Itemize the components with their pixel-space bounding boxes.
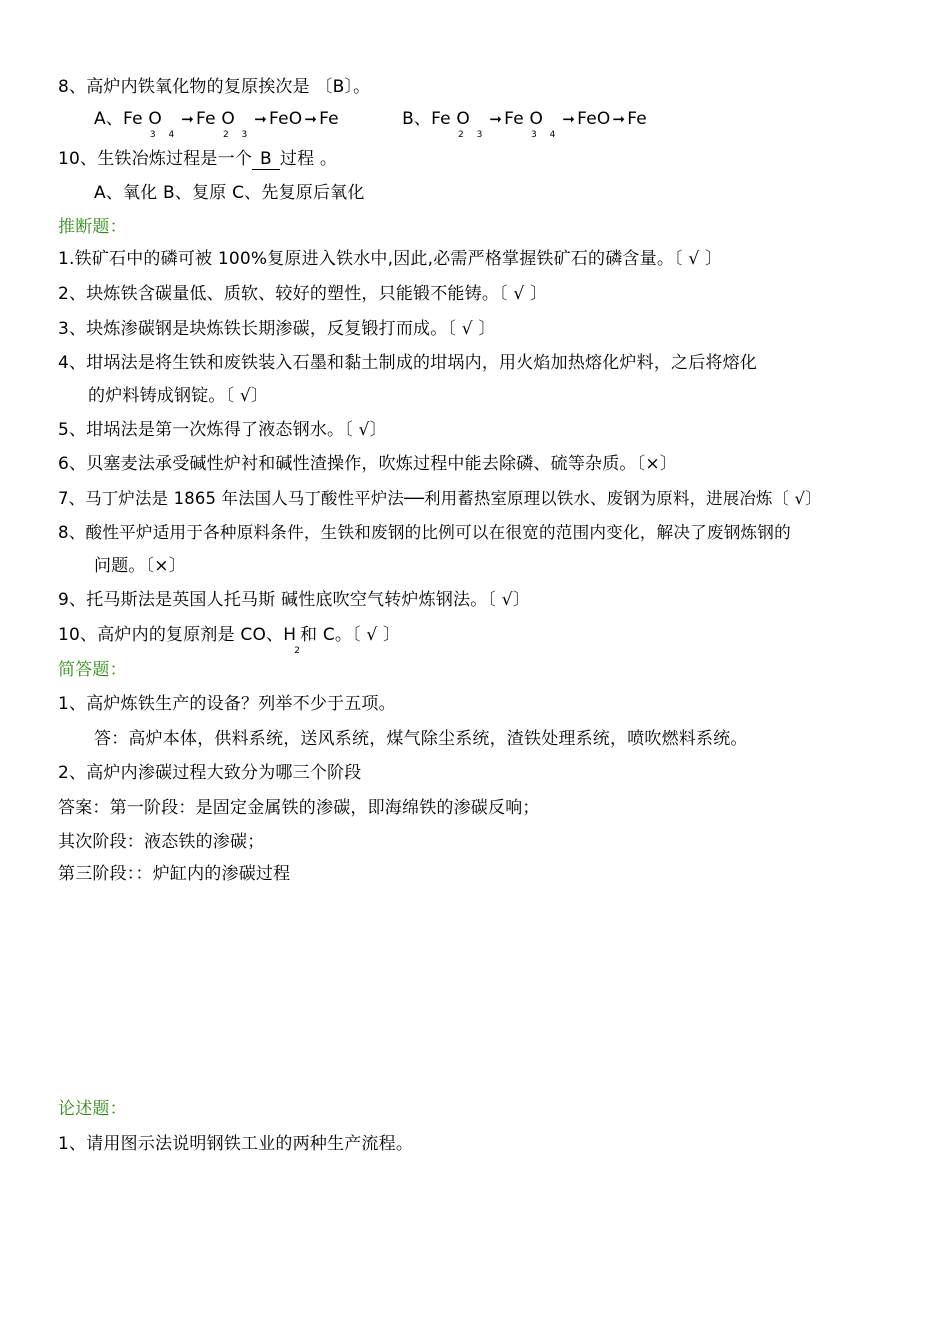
short-answer: 其次阶段：液态铁的渗碳； xyxy=(58,832,265,852)
option-b-mid: Fe O xyxy=(504,109,544,129)
option-a-label: A、Fe O xyxy=(94,109,162,129)
question-10-suffix: 过程 。 xyxy=(279,149,338,169)
arrow-icon: ➞ xyxy=(562,110,576,128)
judge-item-10 xyxy=(58,624,401,656)
option-a-tail: FeO xyxy=(269,109,303,129)
option-a-end: Fe xyxy=(319,109,339,129)
section-heading-essay: 论述题： xyxy=(58,1099,127,1119)
section-heading-short: 简答题： xyxy=(58,660,127,680)
judge-item: 2、块炼铁含碳量低、质软、较好的塑性，只能锻不能铸。〔 √ 〕 xyxy=(58,284,548,304)
option-b-label: B、Fe O xyxy=(402,109,471,129)
judge-item-continuation: 问题。〔×〕 xyxy=(94,556,186,576)
question-10-prefix: 10、生铁冶炼过程是一个 xyxy=(58,149,253,169)
judge-item: 3、块炼渗碳钢是块炼铁长期渗碳，反复锻打而成。〔 √ 〕 xyxy=(58,319,496,339)
option-b-tail: FeO xyxy=(577,109,611,129)
question-10 xyxy=(58,148,337,170)
option-b-subscript: 2 3 xyxy=(458,130,488,140)
short-question: 2、高炉内渗碳过程大致分为哪三个阶段 xyxy=(58,763,362,783)
short-answer: 答：高炉本体，供料系统，送风系统，煤气除尘系统，渣铁处理系统，喷吹燃料系统。 xyxy=(94,729,748,749)
short-question: 1、高炉炼铁生产的设备？列举不少于五项。 xyxy=(58,694,396,714)
judge-item: 1.铁矿石中的磷可被 100%复原进入铁水中,因此,必需严格掌握铁矿石的磷含量。〔 √ 〕 xyxy=(58,249,723,269)
arrow-icon: ➞ xyxy=(304,110,318,128)
arrow-icon: ➞ xyxy=(489,110,503,128)
judge-item: 6、贝塞麦法承受碱性炉衬和碱性渣操作，吹炼过程中能去除磷、硫等杂质。〔×〕 xyxy=(58,454,677,474)
judge-item: 5、坩埚法是第一次炼得了液态钢水。〔 √〕 xyxy=(58,420,387,440)
judge-item: 9、托马斯法是英国人托马斯 碱性底吹空气转炉炼钢法。〔 √〕 xyxy=(58,590,530,610)
judge-10-subscript: 2 xyxy=(294,646,301,656)
judge-item-continuation: 的炉料铸成钢锭。〔 √〕 xyxy=(88,386,269,406)
option-b-subscript-2: 3 4 xyxy=(531,130,561,140)
question-8-options xyxy=(94,108,647,140)
option-a-subscript-2: 2 3 xyxy=(222,130,253,140)
judge-item: 7、马丁炉法是 1865 年法国人马丁酸性平炉法──利用蓄热室原理以铁水、废钢为原料，进展冶炼〔 √〕 xyxy=(58,489,822,508)
option-a-subscript: 3 4 xyxy=(149,130,180,140)
option-a-mid: Fe O xyxy=(196,109,235,129)
arrow-icon: ➞ xyxy=(181,110,195,128)
essay-question: 1、请用图示法说明钢铁工业的两种生产流程。 xyxy=(58,1134,414,1154)
short-answer: 第三阶段：：炉缸内的渗碳过程 xyxy=(58,864,291,884)
question-10-options: A、氧化 B、复原 C、先复原后氧化 xyxy=(94,183,365,203)
short-answer: 答案：第一阶段：是固定金属铁的渗碳，即海绵铁的渗碳反响； xyxy=(58,798,540,818)
judge-10-prefix: 10、高炉内的复原剂是 CO、H xyxy=(58,625,297,645)
arrow-icon: ➞ xyxy=(612,110,626,128)
section-heading-judge: 推断题： xyxy=(58,217,127,237)
judge-item: 4、坩埚法是将生铁和废铁装入石墨和黏土制成的坩埚内，用火焰加热熔化炉料，之后将熔化 xyxy=(58,353,758,373)
judge-item: 8、酸性平炉适用于各种原料条件，生铁和废钢的比例可以在很宽的范围内变化，解决了废钢炼钢的 xyxy=(58,523,791,542)
arrow-icon: ➞ xyxy=(254,110,268,128)
judge-10-suffix: 和 C。〔 √ 〕 xyxy=(300,625,401,645)
option-b-end: Fe xyxy=(627,109,647,129)
question-8: 8、高炉内铁氧化物的复原挨次是 〔B〕。 xyxy=(58,77,371,97)
question-10-blank: B xyxy=(252,149,280,170)
